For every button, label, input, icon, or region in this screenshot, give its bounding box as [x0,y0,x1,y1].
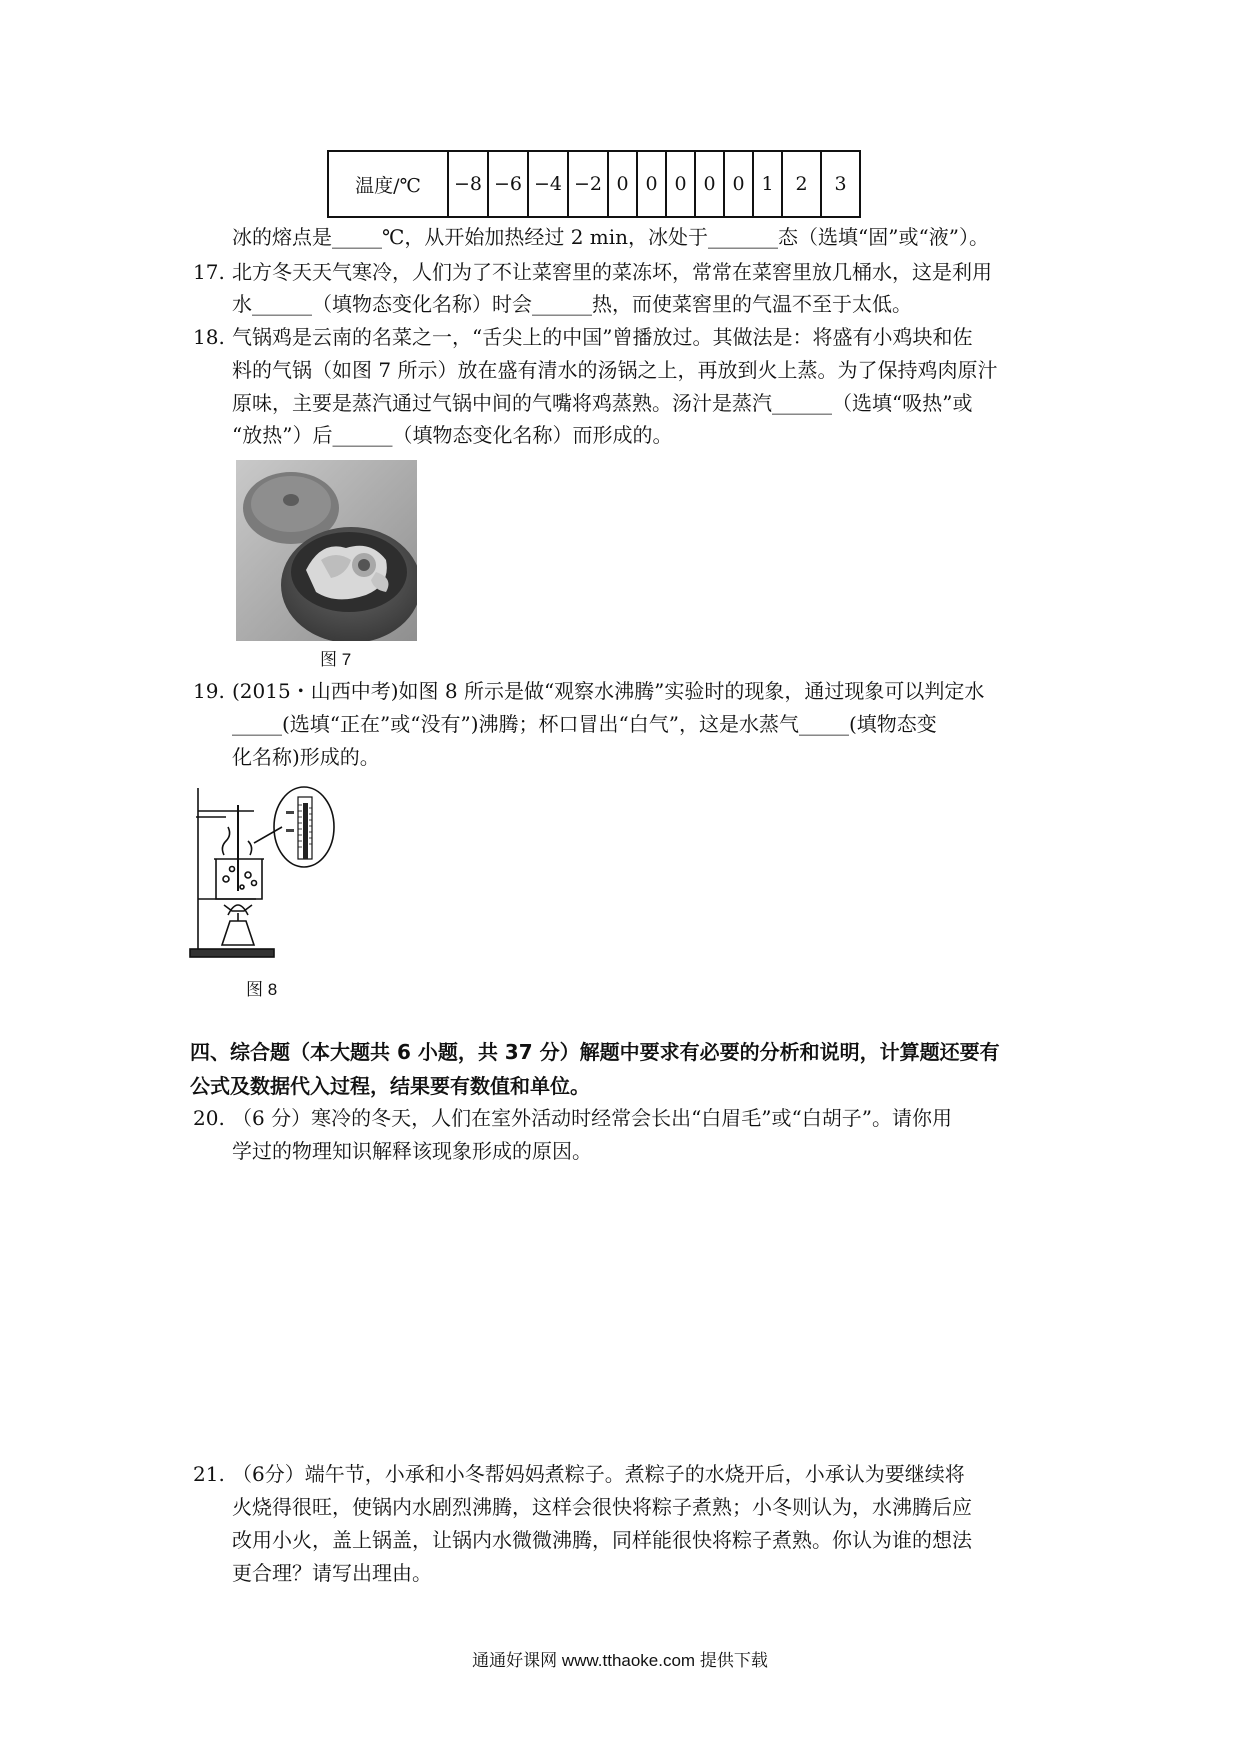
table-row [328,151,860,217]
table-cell: 0 [637,151,666,217]
question-18-line: 气锅鸡是云南的名菜之一，“舌尖上的中国”曾播放过。其做法是：将盛有小鸡块和佐 [232,325,973,349]
table-cell: 3 [821,151,860,217]
table-cell: 0 [608,151,637,217]
table-cell: 0 [666,151,695,217]
section-4-heading: 四、综合题（本大题共 6 小题，共 37 分）解题中要求有必要的分析和说明，计算题还要有 [190,1040,1000,1064]
question-21-line: 火烧得很旺，使锅内水剧烈沸腾，这样会很快将粽子煮熟；小冬则认为，水沸腾后应 [232,1495,972,1519]
table-cell: 1 [753,151,782,217]
question-19-number: 19. [193,679,225,703]
footer-source: 通通好课网 www.tthaoke.com 提供下载 [472,1651,768,1670]
question-21-number: 21. [193,1462,225,1486]
table-cell: 0 [724,151,753,217]
figure-8-label: 图 8 [246,980,278,999]
question-21-line: 改用小火，盖上锅盖，让锅内水微微沸腾，同样能很快将粽子煮熟。你认为谁的想法 [232,1528,972,1552]
question-20-line: 学过的物理知识解释该现象形成的原因。 [232,1139,592,1163]
question-18-line: 原味，主要是蒸汽通过气锅中间的气嘴将鸡蒸熟。汤汁是蒸汽______（选填“吸热”或 [232,391,973,415]
table-cell: −2 [568,151,608,217]
figure-7-label: 图 7 [320,650,352,669]
table-cell: −6 [488,151,528,217]
table-cell: −4 [528,151,568,217]
table-cell: −8 [448,151,488,217]
question-19-line: (2015・山西中考)如图 8 所示是做“观察水沸腾”实验时的现象，通过现象可以判定水 [232,679,985,703]
table-cell: 0 [695,151,724,217]
question-21-line: （6分）端午节，小承和小冬帮妈妈煮粽子。煮粽子的水烧开后，小承认为要继续将 [232,1462,965,1486]
question-20-number: 20. [193,1106,225,1130]
question-18-line: “放热”）后______（填物态变化名称）而形成的。 [232,423,673,447]
question-19-line: 化名称)形成的。 [232,745,380,769]
question-17-line: 水______（填物态变化名称）时会______热，而使菜窖里的气温不至于太低。 [232,292,912,316]
table-header-cell: 温度/℃ [328,151,448,217]
question-20-line: （6 分）寒冷的冬天，人们在室外活动时经常会长出“白眉毛”或“白胡子”。请你用 [232,1106,952,1130]
section-4-heading: 公式及数据代入过程，结果要有数值和单位。 [190,1074,590,1098]
question-18-line: 料的气锅（如图 7 所示）放在盛有清水的汤锅之上，再放到火上蒸。为了保持鸡肉原汁 [232,358,998,382]
question-19-line: _____(选填“正在”或“没有”)沸腾；杯口冒出“白气”，这是水蒸气_____(填物态变 [232,712,937,736]
question-17-line: 北方冬天天气寒冷，人们为了不让菜窖里的菜冻坏，常常在菜窖里放几桶水，这是利用 [232,260,992,284]
boiling-apparatus-diagram [186,783,342,963]
question-18-number: 18. [193,325,225,349]
temperature-table [327,150,861,218]
question-17-number: 17. [193,260,225,284]
steam-pot-photo [236,460,417,641]
question-21-line: 更合理？请写出理由。 [232,1561,432,1585]
question-16-tail: 冰的熔点是_____℃，从开始加热经过 2 min，冰处于_______态（选填“固”或“液”）。 [232,225,989,249]
table-cell: 2 [782,151,821,217]
